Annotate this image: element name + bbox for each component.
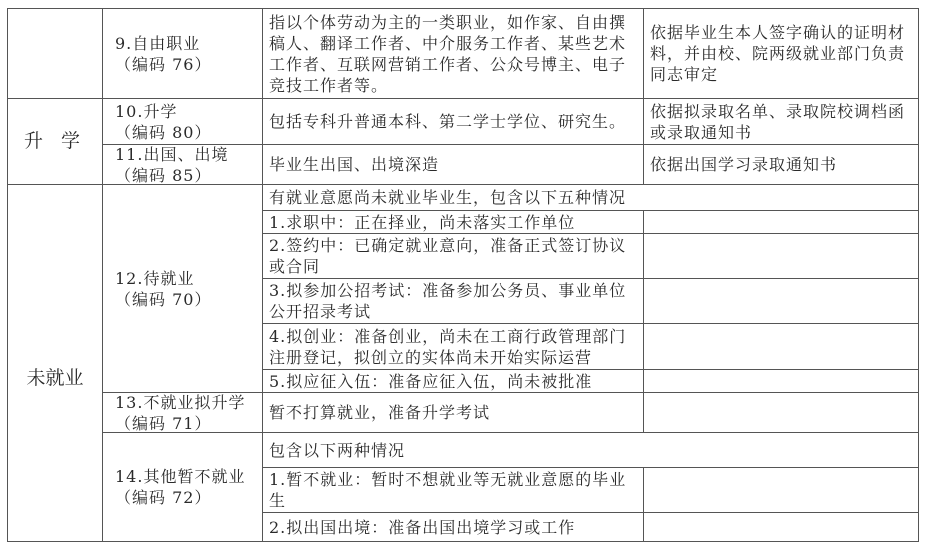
type-label: 13.不就业拟升学 （编码 71） <box>115 392 246 433</box>
sub-item-text: 1.暂不就业：暂时不想就业等无就业意愿的毕业生 <box>269 470 627 510</box>
type-cell <box>102 8 263 99</box>
basis-cell <box>643 98 919 145</box>
desc-cell <box>262 98 644 145</box>
basis-cell <box>643 323 919 370</box>
category-weijiuye <box>7 184 103 542</box>
sub-item-text: 5.拟应征入伍：准备应征入伍，尚未被批准 <box>269 371 593 391</box>
desc-cell <box>262 392 644 433</box>
sub-item-cell <box>262 369 644 393</box>
sub-item-cell <box>262 323 644 370</box>
sub-item-text: 1.求职中：正在择业，尚未落实工作单位 <box>269 212 576 232</box>
basis-cell <box>643 144 919 185</box>
desc-text: 毕业生出国、出境深造 <box>269 155 440 174</box>
type-label: 10.升学 （编码 80） <box>115 101 212 142</box>
type-cell <box>102 144 263 185</box>
desc-text: 暂不打算就业，准备升学考试 <box>269 403 491 422</box>
basis-cell <box>643 278 919 324</box>
sub-item-cell <box>262 233 644 279</box>
category-cell-prev <box>7 8 103 99</box>
sub-item-text: 2.拟出国出境：准备出国出境学习或工作 <box>269 517 576 537</box>
type-label: 14.其他暂不就业 （编码 72） <box>115 467 246 507</box>
desc-text: 指以个体劳动为主的一类职业，如作家、自由撰稿人、翻译工作者、中介服务工作者、某些艺术工作者、互联网营销工作者、公众号博主、电子竞技工作者等。 <box>269 12 627 95</box>
basis-cell <box>643 512 919 542</box>
basis-text: 依据毕业生本人签字确认的证明材料，并由校、院两级就业部门负责同志审定 <box>650 23 906 84</box>
category-label: 未就业 <box>26 366 84 389</box>
sub-item-text: 4.拟创业：准备创业，尚未在工商行政管理部门注册登记，拟创立的实体尚未开始实际运营 <box>269 326 627 367</box>
sub-item-text: 3.拟参加公招考试：准备参加公务员、事业单位公开招录考试 <box>269 281 627 321</box>
type-label: 12.待就业 （编码 70） <box>115 268 212 309</box>
sub-item-text: 2.签约中：已确定就业意向，准备正式签订协议或合同 <box>269 236 627 276</box>
sub-item-cell <box>262 278 644 324</box>
type-label: 9.自由职业 （编码 76） <box>115 33 212 74</box>
basis-text: 依据出国学习录取通知书 <box>650 155 838 174</box>
basis-cell <box>643 210 919 234</box>
basis-cell <box>643 233 919 279</box>
basis-cell <box>643 467 919 513</box>
subheader-text: 包含以下两种情况 <box>269 440 406 460</box>
sub-item-cell <box>262 210 644 234</box>
subheader-cell <box>262 184 919 211</box>
type-cell <box>102 432 263 542</box>
basis-cell <box>643 392 919 433</box>
type-cell <box>102 98 263 145</box>
desc-cell <box>262 144 644 185</box>
basis-cell <box>643 369 919 393</box>
type-cell <box>102 392 263 433</box>
sub-item-cell <box>262 512 644 542</box>
basis-cell <box>643 8 919 99</box>
subheader-text: 有就业意愿尚未就业毕业生，包含以下五种情况 <box>269 188 627 207</box>
category-shengxue <box>7 98 103 185</box>
type-cell <box>102 184 263 393</box>
type-label: 11.出国、出境 （编码 85） <box>115 144 229 185</box>
category-label: 升 学 <box>23 130 87 152</box>
basis-text: 依据拟录取名单、录取院校调档函或录取通知书 <box>650 101 906 142</box>
desc-cell <box>262 8 644 99</box>
desc-text: 包括专科升普通本科、第二学士学位、研究生。 <box>269 112 627 131</box>
sub-item-cell <box>262 467 644 513</box>
subheader-cell <box>262 432 919 468</box>
